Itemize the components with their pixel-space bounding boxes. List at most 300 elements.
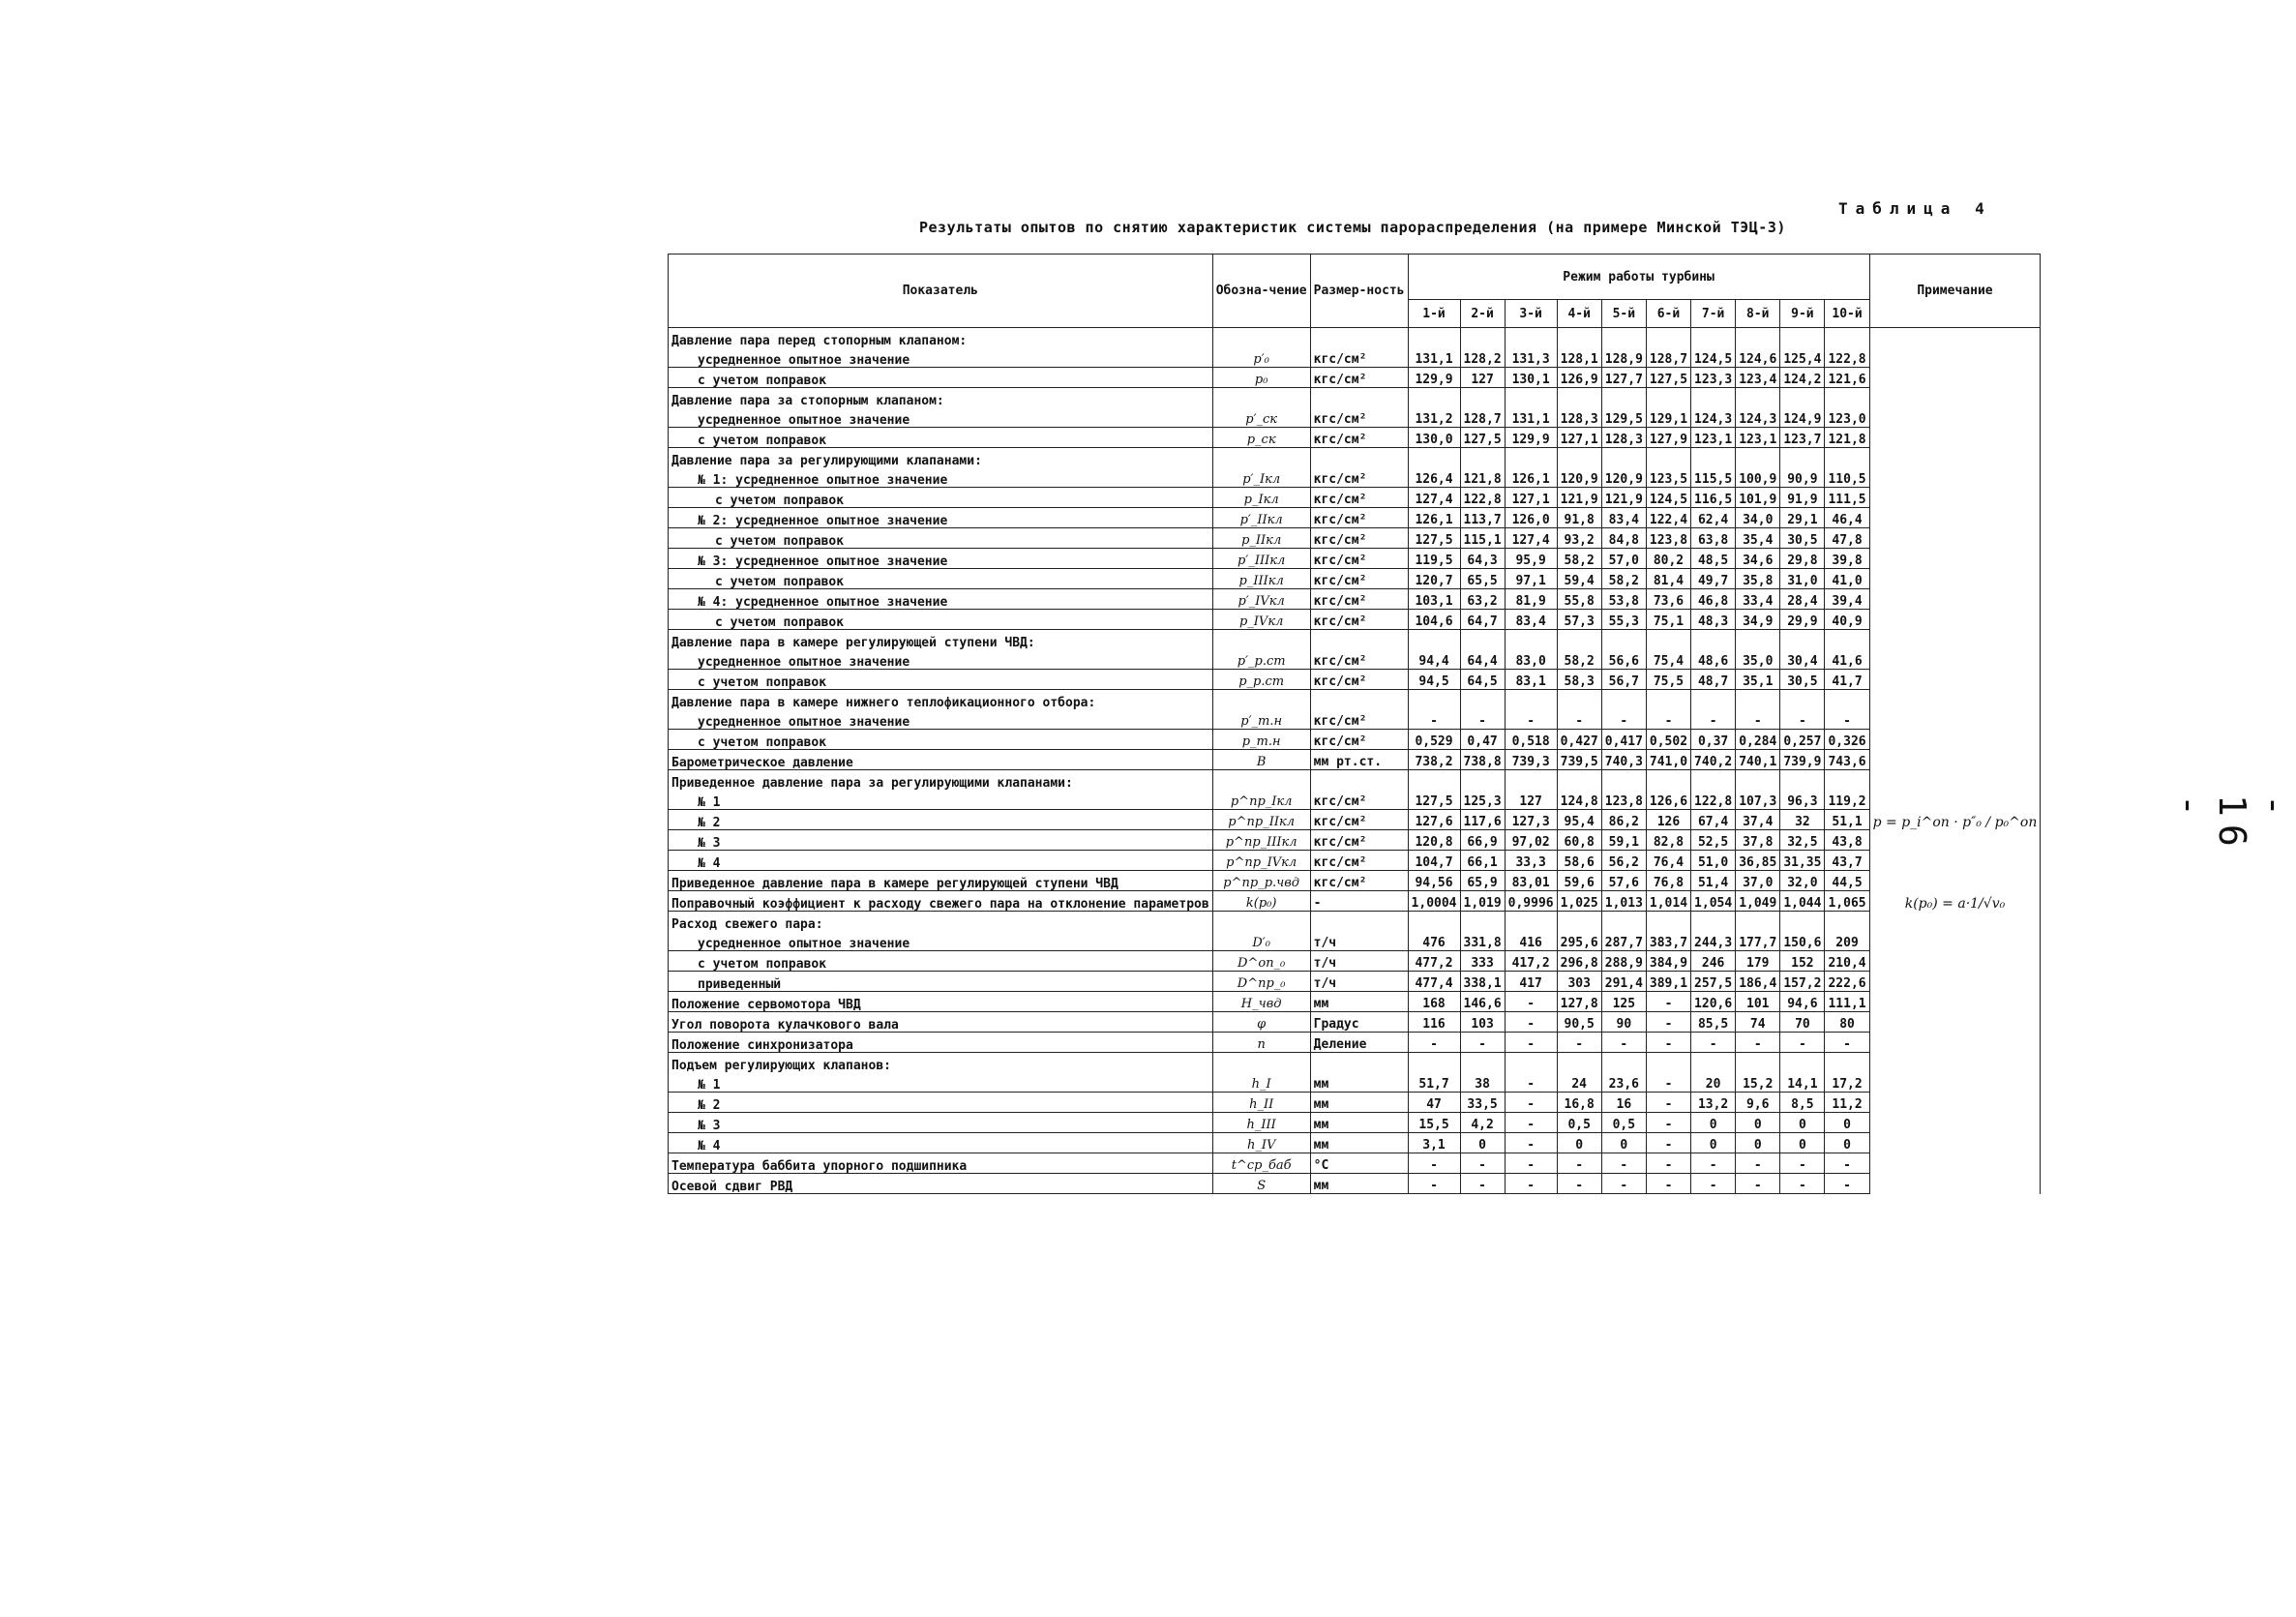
value-cell: 0,5 <box>1601 1113 1646 1133</box>
value-cell <box>1408 912 1460 932</box>
value-cell: - <box>1646 1093 1690 1113</box>
value-cell: 58,2 <box>1601 569 1646 589</box>
value-cell: 38 <box>1460 1072 1505 1093</box>
value-cell: 130,0 <box>1408 428 1460 448</box>
value-cell: 111,1 <box>1825 992 1869 1012</box>
value-cell: - <box>1408 1174 1460 1194</box>
value-cell: 64,7 <box>1460 610 1505 630</box>
value-cell <box>1736 912 1780 932</box>
value-cell: 168 <box>1408 992 1460 1012</box>
value-cell: 16 <box>1601 1093 1646 1113</box>
value-cell: 48,7 <box>1691 670 1736 690</box>
unit-cell: кгс/см² <box>1310 830 1408 851</box>
unit-cell: кгс/см² <box>1310 488 1408 508</box>
value-cell: 743,6 <box>1825 750 1869 770</box>
unit-cell: мм <box>1310 992 1408 1012</box>
unit-cell: мм <box>1310 1174 1408 1194</box>
table-row <box>669 569 2041 589</box>
value-cell: - <box>1780 1033 1825 1053</box>
note-cell <box>1869 1012 2041 1033</box>
value-cell: - <box>1505 1093 1557 1113</box>
indicator-cell: № 2 <box>669 1093 1213 1113</box>
value-cell: 121,8 <box>1460 467 1505 488</box>
header-note: Примечание <box>1869 255 2041 328</box>
value-cell: 1,019 <box>1460 891 1505 912</box>
value-cell <box>1825 912 1869 932</box>
symbol-cell: H_чвд <box>1212 992 1310 1012</box>
value-cell: 66,1 <box>1460 851 1505 871</box>
header-mode: 6-й <box>1646 300 1690 328</box>
unit-cell: кгс/см² <box>1310 528 1408 549</box>
value-cell: 417 <box>1505 972 1557 992</box>
value-cell: 94,5 <box>1408 670 1460 690</box>
value-cell: 39,8 <box>1825 549 1869 569</box>
value-cell: 103 <box>1460 1012 1505 1033</box>
value-cell <box>1825 448 1869 468</box>
value-cell: 128,3 <box>1557 407 1601 428</box>
value-cell: 122,8 <box>1460 488 1505 508</box>
value-cell: 30,5 <box>1780 670 1825 690</box>
value-cell: - <box>1601 1153 1646 1174</box>
value-cell: 179 <box>1736 951 1780 972</box>
indicator-cell: с учетом поправок <box>669 670 1213 690</box>
value-cell: 739,3 <box>1505 750 1557 770</box>
value-cell: 96,3 <box>1780 790 1825 810</box>
value-cell: 11,2 <box>1825 1093 1869 1113</box>
value-cell: 125 <box>1601 992 1646 1012</box>
value-cell: 74 <box>1736 1012 1780 1033</box>
value-cell: 103,1 <box>1408 589 1460 610</box>
value-cell <box>1825 1053 1869 1073</box>
value-cell: 94,4 <box>1408 649 1460 670</box>
value-cell: 35,8 <box>1736 569 1780 589</box>
unit-cell: - <box>1310 891 1408 912</box>
table-row <box>669 1012 2041 1033</box>
value-cell: 64,5 <box>1460 670 1505 690</box>
value-cell: 67,4 <box>1691 810 1736 830</box>
value-cell: 123,5 <box>1646 467 1690 488</box>
value-cell: 58,3 <box>1557 670 1601 690</box>
value-cell: 0 <box>1825 1113 1869 1133</box>
value-cell: - <box>1557 1174 1601 1194</box>
value-cell: 295,6 <box>1557 931 1601 951</box>
value-cell <box>1557 1053 1601 1073</box>
value-cell: 97,1 <box>1505 569 1557 589</box>
symbol-cell: h_I <box>1212 1072 1310 1093</box>
header-mode: 2-й <box>1460 300 1505 328</box>
unit-cell: кгс/см² <box>1310 649 1408 670</box>
value-cell: 64,3 <box>1460 549 1505 569</box>
value-cell: 739,9 <box>1780 750 1825 770</box>
value-cell: 222,6 <box>1825 972 1869 992</box>
value-cell: 59,6 <box>1557 871 1601 891</box>
indicator-cell: Приведенное давление пара в камере регулирующей ступени ЧВД <box>669 871 1213 891</box>
value-cell: 120,6 <box>1691 992 1736 1012</box>
value-cell: 124,9 <box>1780 407 1825 428</box>
unit-cell <box>1310 630 1408 650</box>
value-cell <box>1505 770 1557 791</box>
unit-cell: мм <box>1310 1093 1408 1113</box>
value-cell: 287,7 <box>1601 931 1646 951</box>
value-cell: 127,5 <box>1460 428 1505 448</box>
value-cell: 121,8 <box>1825 428 1869 448</box>
table-row <box>669 1153 2041 1174</box>
value-cell: 127,4 <box>1505 528 1557 549</box>
symbol-cell: p^пр_р.чвд <box>1212 871 1310 891</box>
value-cell: 120,9 <box>1557 467 1601 488</box>
value-cell: 41,6 <box>1825 649 1869 670</box>
value-cell: 100,9 <box>1736 467 1780 488</box>
indicator-cell: № 2: усредненное опытное значение <box>669 508 1213 528</box>
value-cell: 101,9 <box>1736 488 1780 508</box>
value-cell: 126,1 <box>1505 467 1557 488</box>
value-cell <box>1408 630 1460 650</box>
value-cell: - <box>1780 1153 1825 1174</box>
table-row <box>669 649 2041 670</box>
note-cell <box>1869 931 2041 951</box>
unit-cell: Деление <box>1310 1033 1408 1053</box>
header-mode: 4-й <box>1557 300 1601 328</box>
value-cell: 30,4 <box>1780 649 1825 670</box>
unit-cell: кгс/см² <box>1310 347 1408 368</box>
value-cell: 33,3 <box>1505 851 1557 871</box>
value-cell: 127,6 <box>1408 810 1460 830</box>
unit-cell <box>1310 912 1408 932</box>
indicator-cell: № 1 <box>669 1072 1213 1093</box>
table-row <box>669 428 2041 448</box>
unit-cell: кгс/см² <box>1310 709 1408 730</box>
value-cell: - <box>1780 709 1825 730</box>
table-row <box>669 407 2041 428</box>
indicator-cell: Давление пара за регулирующими клапанами: <box>669 448 1213 468</box>
symbol-cell: B <box>1212 750 1310 770</box>
value-cell: 0,502 <box>1646 730 1690 750</box>
value-cell: 41,7 <box>1825 670 1869 690</box>
value-cell: - <box>1557 1033 1601 1053</box>
value-cell: 0 <box>1691 1133 1736 1153</box>
indicator-cell: Расход свежего пара: <box>669 912 1213 932</box>
value-cell: - <box>1505 1133 1557 1153</box>
value-cell: 1,065 <box>1825 891 1869 912</box>
indicator-cell: Осевой сдвиг РВД <box>669 1174 1213 1194</box>
table-row <box>669 690 2041 710</box>
value-cell: 331,8 <box>1460 931 1505 951</box>
value-cell: 0 <box>1557 1133 1601 1153</box>
value-cell: 51,4 <box>1691 871 1736 891</box>
symbol-cell: S <box>1212 1174 1310 1194</box>
value-cell: 209 <box>1825 931 1869 951</box>
symbol-cell: p_т.н <box>1212 730 1310 750</box>
indicator-cell: с учетом поправок <box>669 488 1213 508</box>
indicator-cell: № 4 <box>669 1133 1213 1153</box>
value-cell <box>1601 1053 1646 1073</box>
note-cell <box>1869 1174 2041 1194</box>
value-cell: 384,9 <box>1646 951 1690 972</box>
value-cell: 104,6 <box>1408 610 1460 630</box>
unit-cell: кгс/см² <box>1310 467 1408 488</box>
value-cell <box>1557 690 1601 710</box>
value-cell <box>1601 448 1646 468</box>
value-cell: - <box>1460 1033 1505 1053</box>
value-cell <box>1505 388 1557 408</box>
value-cell: - <box>1408 1033 1460 1053</box>
value-cell: 115,1 <box>1460 528 1505 549</box>
header-indicator: Показатель <box>669 255 1213 328</box>
value-cell: - <box>1646 709 1690 730</box>
table-row <box>669 790 2041 810</box>
value-cell: 127,8 <box>1557 992 1601 1012</box>
value-cell: 0,5 <box>1557 1113 1601 1133</box>
value-cell: 16,8 <box>1557 1093 1601 1113</box>
value-cell: 31,0 <box>1780 569 1825 589</box>
value-cell <box>1646 1053 1690 1073</box>
value-cell: 124,2 <box>1780 368 1825 388</box>
value-cell: 15,5 <box>1408 1113 1460 1133</box>
table-row <box>669 972 2041 992</box>
indicator-cell: Положение синхронизатора <box>669 1033 1213 1053</box>
value-cell: - <box>1736 709 1780 730</box>
value-cell: 57,6 <box>1601 871 1646 891</box>
symbol-cell: p_IVкл <box>1212 610 1310 630</box>
value-cell: 0 <box>1736 1113 1780 1133</box>
table-row <box>669 670 2041 690</box>
indicator-cell: № 3 <box>669 1113 1213 1133</box>
value-cell: 127,9 <box>1646 428 1690 448</box>
table-row <box>669 770 2041 791</box>
value-cell: 0,284 <box>1736 730 1780 750</box>
table-row <box>669 528 2041 549</box>
unit-cell <box>1310 690 1408 710</box>
unit-cell: кгс/см² <box>1310 428 1408 448</box>
value-cell: - <box>1505 1153 1557 1174</box>
value-cell: 121,9 <box>1601 488 1646 508</box>
note-cell <box>1869 589 2041 610</box>
note-cell <box>1869 730 2041 750</box>
value-cell: 64,4 <box>1460 649 1505 670</box>
symbol-cell: h_II <box>1212 1093 1310 1113</box>
value-cell: 120,9 <box>1601 467 1646 488</box>
indicator-cell: Давление пара за стопорным клапаном: <box>669 388 1213 408</box>
value-cell: 120,8 <box>1408 830 1460 851</box>
value-cell: - <box>1505 1012 1557 1033</box>
value-cell: 0,37 <box>1691 730 1736 750</box>
value-cell: 93,2 <box>1557 528 1601 549</box>
value-cell: 63,2 <box>1460 589 1505 610</box>
value-cell: 126 <box>1646 810 1690 830</box>
unit-cell <box>1310 448 1408 468</box>
note-cell <box>1869 972 2041 992</box>
note-cell <box>1869 851 2041 871</box>
value-cell: 0,529 <box>1408 730 1460 750</box>
value-cell: 51,1 <box>1825 810 1869 830</box>
note-cell <box>1869 467 2041 488</box>
value-cell: 389,1 <box>1646 972 1690 992</box>
value-cell: 29,1 <box>1780 508 1825 528</box>
value-cell: 113,7 <box>1460 508 1505 528</box>
value-cell: 296,8 <box>1557 951 1601 972</box>
value-cell <box>1505 912 1557 932</box>
value-cell <box>1691 448 1736 468</box>
value-cell <box>1557 770 1601 791</box>
unit-cell: кгс/см² <box>1310 569 1408 589</box>
value-cell: - <box>1825 1153 1869 1174</box>
value-cell <box>1736 690 1780 710</box>
table-row <box>669 871 2041 891</box>
unit-cell: кгс/см² <box>1310 851 1408 871</box>
header-mode: 7-й <box>1691 300 1736 328</box>
symbol-cell: D^оп_₀ <box>1212 951 1310 972</box>
note-cell <box>1869 1133 2041 1153</box>
value-cell <box>1505 448 1557 468</box>
value-cell: 1,049 <box>1736 891 1780 912</box>
page-number: - 16 - <box>2168 794 2296 854</box>
value-cell: - <box>1601 709 1646 730</box>
value-cell: 35,4 <box>1736 528 1780 549</box>
value-cell: 122,8 <box>1825 347 1869 368</box>
symbol-cell: p′_IVкл <box>1212 589 1310 610</box>
table-header <box>669 255 2041 328</box>
value-cell: 15,2 <box>1736 1072 1780 1093</box>
symbol-cell: p′_IIIкл <box>1212 549 1310 569</box>
value-cell: 333 <box>1460 951 1505 972</box>
table-row <box>669 730 2041 750</box>
value-cell: 210,4 <box>1825 951 1869 972</box>
value-cell: 81,4 <box>1646 569 1690 589</box>
value-cell: 32,0 <box>1780 871 1825 891</box>
value-cell: 95,9 <box>1505 549 1557 569</box>
value-cell: 128,2 <box>1460 347 1505 368</box>
table-row <box>669 912 2041 932</box>
symbol-cell: k(p₀) <box>1212 891 1310 912</box>
value-cell: 739,5 <box>1557 750 1601 770</box>
table-row <box>669 368 2041 388</box>
value-cell: 383,7 <box>1646 931 1690 951</box>
value-cell: 48,5 <box>1691 549 1736 569</box>
value-cell: 59,4 <box>1557 569 1601 589</box>
value-cell: 127,1 <box>1505 488 1557 508</box>
unit-cell: т/ч <box>1310 972 1408 992</box>
value-cell: 1,013 <box>1601 891 1646 912</box>
value-cell <box>1460 770 1505 791</box>
symbol-cell: h_IV <box>1212 1133 1310 1153</box>
value-cell: 83,0 <box>1505 649 1557 670</box>
indicator-cell: № 1: усредненное опытное значение <box>669 467 1213 488</box>
unit-cell <box>1310 328 1408 348</box>
value-cell: 44,5 <box>1825 871 1869 891</box>
value-cell: - <box>1736 1033 1780 1053</box>
table-row <box>669 750 2041 770</box>
value-cell <box>1505 630 1557 650</box>
value-cell: 124,5 <box>1646 488 1690 508</box>
indicator-cell: усредненное опытное значение <box>669 407 1213 428</box>
value-cell: 128,9 <box>1601 347 1646 368</box>
symbol-cell <box>1212 770 1310 791</box>
unit-cell: кгс/см² <box>1310 790 1408 810</box>
value-cell <box>1780 388 1825 408</box>
value-cell <box>1408 1053 1460 1073</box>
table-row <box>669 709 2041 730</box>
value-cell: - <box>1460 709 1505 730</box>
value-cell <box>1825 328 1869 348</box>
value-cell <box>1460 912 1505 932</box>
symbol-cell <box>1212 1053 1310 1073</box>
symbol-cell: p_IIкл <box>1212 528 1310 549</box>
value-cell: 131,3 <box>1505 347 1557 368</box>
value-cell <box>1691 630 1736 650</box>
symbol-cell <box>1212 690 1310 710</box>
value-cell <box>1460 690 1505 710</box>
value-cell: 177,7 <box>1736 931 1780 951</box>
value-cell <box>1601 328 1646 348</box>
value-cell: 73,6 <box>1646 589 1690 610</box>
value-cell: 28,4 <box>1780 589 1825 610</box>
value-cell <box>1736 630 1780 650</box>
value-cell: 122,4 <box>1646 508 1690 528</box>
value-cell: 128,7 <box>1646 347 1690 368</box>
symbol-cell <box>1212 912 1310 932</box>
note-cell <box>1869 448 2041 468</box>
value-cell <box>1557 630 1601 650</box>
table-row <box>669 830 2041 851</box>
note-cell <box>1869 428 2041 448</box>
note-cell <box>1869 508 2041 528</box>
value-cell: - <box>1505 992 1557 1012</box>
value-cell: 34,9 <box>1736 610 1780 630</box>
header-mode: 10-й <box>1825 300 1869 328</box>
value-cell: 0,326 <box>1825 730 1869 750</box>
symbol-cell: n <box>1212 1033 1310 1053</box>
value-cell: 125,3 <box>1460 790 1505 810</box>
value-cell: 122,8 <box>1691 790 1736 810</box>
value-cell: 43,8 <box>1825 830 1869 851</box>
header-symbol: Обозна-чение <box>1212 255 1310 328</box>
note-cell <box>1869 1093 2041 1113</box>
value-cell: 129,5 <box>1601 407 1646 428</box>
value-cell <box>1505 1053 1557 1073</box>
value-cell: 84,8 <box>1601 528 1646 549</box>
value-cell: 0 <box>1780 1113 1825 1133</box>
value-cell: 20 <box>1691 1072 1736 1093</box>
note-cell <box>1869 649 2041 670</box>
symbol-cell: p^пр_IIIкл <box>1212 830 1310 851</box>
value-cell: 127,1 <box>1557 428 1601 448</box>
value-cell <box>1408 770 1460 791</box>
value-cell: 33,4 <box>1736 589 1780 610</box>
value-cell <box>1460 388 1505 408</box>
value-cell: 0 <box>1691 1113 1736 1133</box>
value-cell: 123,1 <box>1691 428 1736 448</box>
value-cell: 1,025 <box>1557 891 1601 912</box>
value-cell: 4,2 <box>1460 1113 1505 1133</box>
value-cell: 127,4 <box>1408 488 1460 508</box>
value-cell: 34,6 <box>1736 549 1780 569</box>
value-cell: - <box>1736 1153 1780 1174</box>
indicator-cell: усредненное опытное значение <box>669 709 1213 730</box>
value-cell: 125,4 <box>1780 347 1825 368</box>
value-cell: 37,4 <box>1736 810 1780 830</box>
value-cell: 126,4 <box>1408 467 1460 488</box>
indicator-cell: Поправочный коэффициент к расходу свежего пара на отклонение параметров <box>669 891 1213 912</box>
value-cell <box>1825 770 1869 791</box>
value-cell: 8,5 <box>1780 1093 1825 1113</box>
value-cell: 338,1 <box>1460 972 1505 992</box>
indicator-cell: Давление пара перед стопорным клапаном: <box>669 328 1213 348</box>
indicator-cell: Угол поворота кулачкового вала <box>669 1012 1213 1033</box>
indicator-cell: с учетом поправок <box>669 730 1213 750</box>
value-cell: 48,3 <box>1691 610 1736 630</box>
value-cell <box>1460 448 1505 468</box>
value-cell: 1,054 <box>1691 891 1736 912</box>
